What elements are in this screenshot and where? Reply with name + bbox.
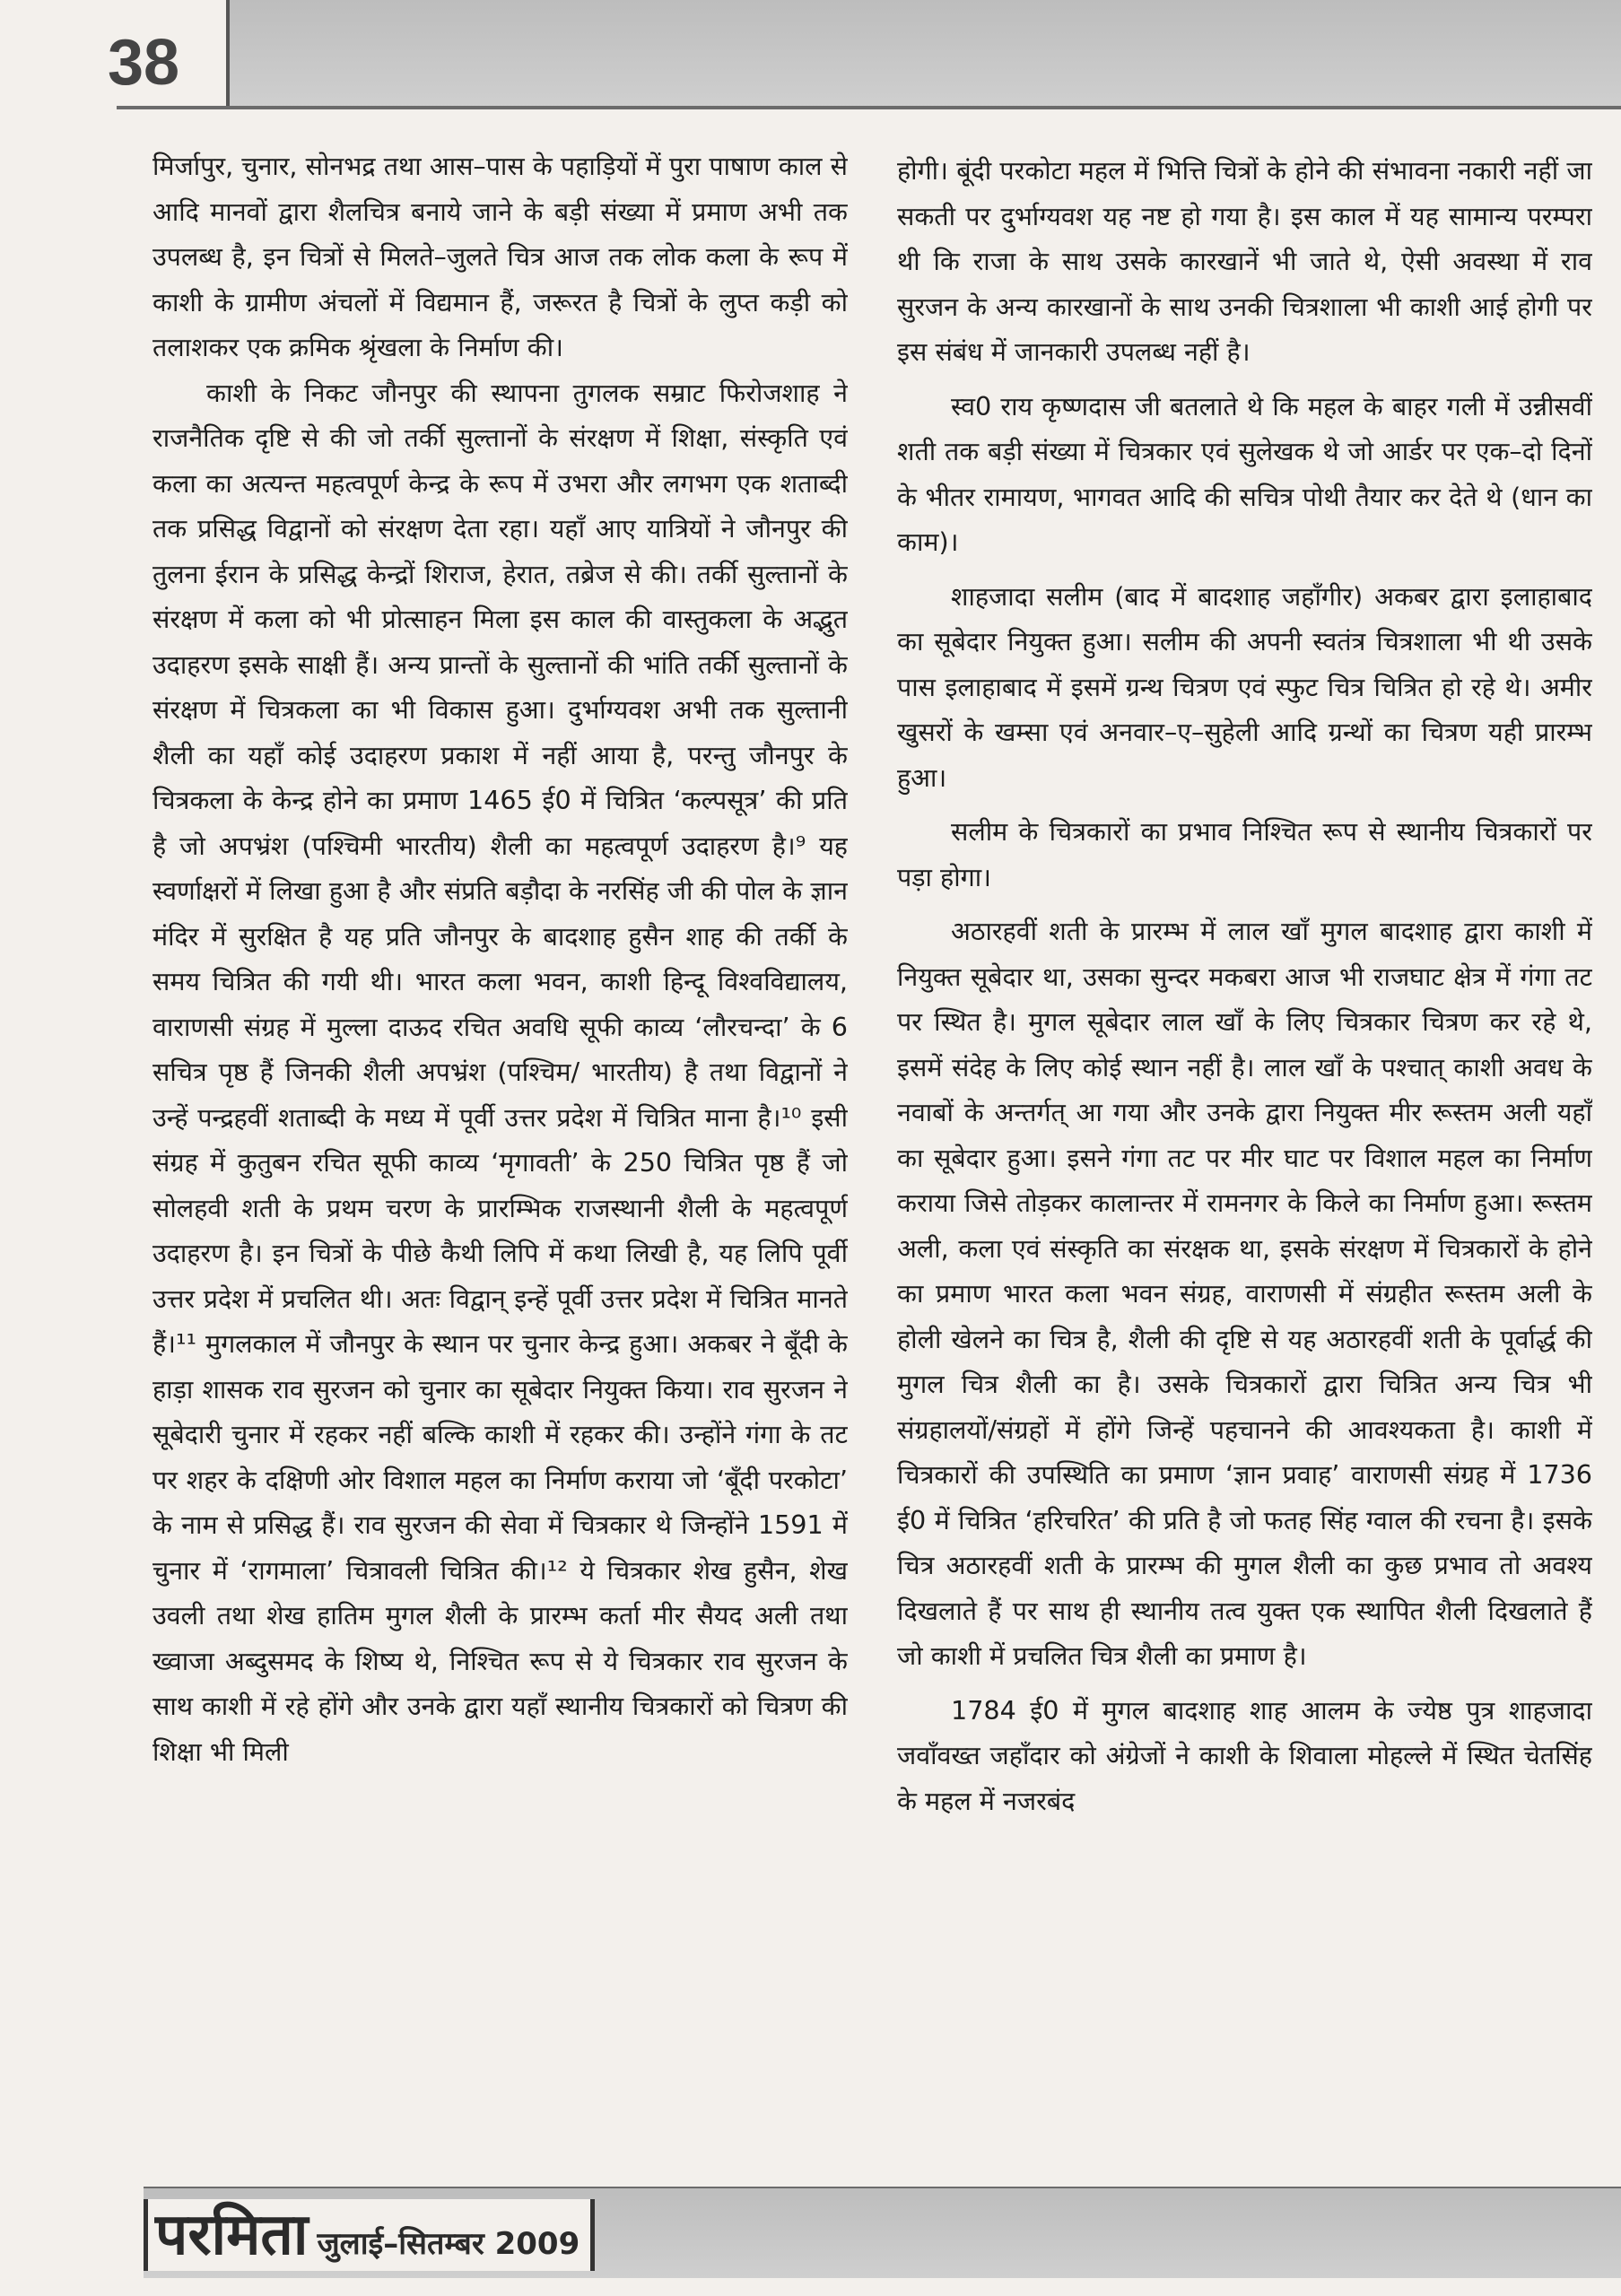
page-number: 38: [108, 27, 180, 99]
paragraph: 1784 ई0 में मुगल बादशाह शाह आलम के ज्येष्ठ पुत्र शाहजादा जवाँवख्त जहाँदार को अंग्रेजों ने काशी के शिवाला मोहल्ले में स्थित चेतसिंह के महल में नजरबंद: [897, 1694, 1592, 1816]
issue-date: जुलाई–सितम्बर 2009: [317, 2226, 580, 2262]
header-band: [229, 0, 1621, 108]
paragraph: अठारहवीं शती के प्रारम्भ में लाल खाँ मुगल बादशाह द्वारा काशी में नियुक्त सूबेदार था, उसका सुन्दर मकबरा आज भी राजघाट क्षेत्र में गंगा तट पर स्थित है। मुगल सूबेदार लाल खाँ के लिए चित्रकार चित्रण कर रहे थे, इसमें संदेह के लिए कोई स्थान नहीं है। लाल खाँ के पश्चात् काशी अवध के नवाबों के अन्तर्गत् आ गया और उनके द्वारा नियुक्त मीर रूस्तम अली यहाँ का सूबेदार हुआ। इसने गंगा तट पर मीर घाट पर विशाल महल का निर्माण कराया जिसे तोड़कर कालान्तर में रामनगर के किले का निर्माण हुआ। रूस्तम अली, कला एवं संस्कृति का संरक्षक था, इसके संरक्षण में चित्रकारों के होने का प्रमाण भारत कला भवन संग्रह, वाराणसी में संग्रहीत रूस्तम अली के होली खेलने का चित्र है, शैली की दृष्टि से यह अठारहवीं शती के पूर्वार्द्ध की मुगल चित्र शैली का है। उसके चित्रकारों द्वारा चित्रित अन्य चित्र भी संग्रहालयों/संग्रहों में होंगे जिन्हें पहचानने की आवश्यकता है। काशी में चित्रकारों की उपस्थिति का प्रमाण ‘ज्ञान प्रवाह’ वाराणसी संग्रह में 1736 ई0 में चित्रित ‘हरिचरित’ की प्रति है जो फतह सिंह ग्वाल की रचना है। इसके चित्र अठारहवीं शती के प्रारम्भ की मुगल शैली का कुछ प्रभाव तो अवश्य दिखलाते हैं पर साथ ही स्थानीय तत्व युक्त एक स्थापित शैली दिखलाते हैं जो काशी में प्रचलित चित्र शैली का प्रमाण है।: [897, 916, 1592, 1671]
paragraph: मिर्जापुर, चुनार, सोनभद्र तथा आस–पास के पहाड़ियों में पुरा पाषाण काल से आदि मानवों द्वारा शैलचित्र बनाये जाने के बड़ी संख्या में प्रमाण अभी तक उपलब्ध है, इन चित्रों से मिलते–जुलते चित्र आज तक लोक कला के रूप में काशी के ग्रामीण अंचलों में विद्यमान हैं, जरूरत है चित्रों के लुप्त कड़ी को तलाशकर एक क्रमिक श्रृंखला के निर्माण की।: [153, 151, 848, 362]
magazine-name: परमिता: [155, 2202, 309, 2268]
left-column: [153, 144, 848, 2161]
masthead: [144, 2199, 595, 2271]
paragraph: स्व0 राय कृष्णदास जी बतलाते थे कि महल के बाहर गली में उन्नीसवीं शती तक बड़ी संख्या में चित्रकार एवं सुलेखक थे जो आर्डर पर एक–दो दिनों के भीतर रामायण, भागवत आदि की सचित्र पोथी तैयार कर देते थे (धान का काम)।: [897, 390, 1592, 557]
paragraph: होगी। बूंदी परकोटा महल में भित्ति चित्रों के होने की संभावना नकारी नहीं जा सकती पर दुर्भाग्यवश यह नष्ट हो गया है। इस काल में यह सामान्य परम्परा थी कि राजा के साथ उसके कारखानें भी जाते थे, ऐसी अवस्था में राव सुरजन के अन्य कारखानों के साथ उनकी चित्रशाला भी काशी आई होगी पर इस संबंध में जानकारी उपलब्ध नहीं है।: [897, 155, 1592, 367]
header-rule: [117, 106, 1621, 109]
paragraph: सलीम के चित्रकारों का प्रभाव निश्चित रूप से स्थानीय चित्रकारों पर पड़ा होगा।: [897, 816, 1592, 892]
paragraph: काशी के निकट जौनपुर की स्थापना तुगलक सम्राट फिरोजशाह ने राजनैतिक दृष्टि से की जो तर्की सुल्तानों के संरक्षण में शिक्षा, संस्कृति एवं कला का अत्यन्त महत्वपूर्ण केन्द्र के रूप में उभरा और लगभग एक शताब्दी तक प्रसिद्ध विद्वानों को संरक्षण देता रहा। यहाँ आए यात्रियों ने जौनपुर की तुलना ईरान के प्रसिद्ध केन्द्रों शिराज, हेरात, तब्रेज से की। तर्की सुल्तानों के संरक्षण में कला को भी प्रोत्साहन मिला इस काल की वास्तुकला के अद्भुत उदाहरण इसके साक्षी हैं। अन्य प्रान्तों के सुल्तानों की भांति तर्की सुल्तानों के संरक्षण में चित्रकला का भी विकास हुआ। दुर्भाग्यवश अभी तक सुल्तानी शैली का यहाँ कोई उदाहरण प्रकाश में नहीं आया है, परन्तु जौनपुर के चित्रकला के केन्द्र होने का प्रमाण 1465 ई0 में चित्रित ‘कल्पसूत्र’ की प्रति है जो अपभ्रंश (पश्चिमी भारतीय) शैली का महत्वपूर्ण उदाहरण है।⁹ यह स्वर्णाक्षरों में लिखा हुआ है और संप्रति बड़ौदा के नरसिंह जी की पोल के ज्ञान मंदिर में सुरक्षित है यह प्रति जौनपुर के बादशाह हुसैन शाह की तर्की के समय चित्रित की गयी थी। भारत कला भवन, काशी हिन्दू विश्वविद्यालय, वाराणसी संग्रह में मुल्ला दाऊद रचित अवधि सूफी काव्य ‘लौरचन्दा’ के 6 सचित्र पृष्ठ हैं जिनकी शैली अपभ्रंश (पश्चिम/ भारतीय) है तथा विद्वानों ने उन्हें पन्द्रहवीं शताब्दी के मध्य में पूर्वी उत्तर प्रदेश में चित्रित माना है।¹⁰ इसी संग्रह में कुतुबन रचित सूफी काव्य ‘मृगावती’ के 250 चित्रित पृष्ठ हैं जो सोलहवी शती के प्रथम चरण के प्रारम्भिक राजस्थानी शैली के महत्वपूर्ण उदाहरण है। इन चित्रों के पीछे कैथी लिपि में कथा लिखी है, यह लिपि पूर्वी उत्तर प्रदेश में प्रचलित थी। अतः विद्वान् इन्हें पूर्वी उत्तर प्रदेश में चित्रित मानते हैं।¹¹ मुगलकाल में जौनपुर के स्थान पर चुनार केन्द्र हुआ। अकबर ने बूँदी के हाड़ा शासक राव सुरजन को चुनार का सूबेदार नियुक्त किया। राव सुरजन ने सूबेदारी चुनार में रहकर नहीं बल्कि काशी में रहकर की। उन्होंने गंगा के तट पर शहर के दक्षिणी ओर विशाल महल का निर्माण कराया जो ‘बूँदी परकोटा’ के नाम से प्रसिद्ध हैं। राव सुरजन की सेवा में चित्रकार थे जिन्होंने 1591 में चुनार में ‘रागमाला’ चित्रावली चित्रित की।¹² ये चित्रकार शेख हुसैन, शेख उवली तथा शेख हातिम मुगल शैली के प्रारम्भ कर्ता मीर सैयद अली तथा ख्वाजा अब्दुसमद के शिष्य थे, निश्चित रूप से ये चित्रकार राव सुरजन के साथ काशी में रहे होंगे और उनके द्वारा यहाँ स्थानीय चित्रकारों को चित्रण की शिक्षा भी मिली: [153, 377, 848, 1767]
paragraph: शाहजादा सलीम (बाद में बादशाह जहाँगीर) अकबर द्वारा इलाहाबाद का सूबेदार नियुक्त हुआ। सलीम की अपनी स्वतंत्र चित्रशाला भी थी उसके पास इलाहाबाद में इसमें ग्रन्थ चित्रण एवं स्फुट चित्र चित्रित हो रहे थे। अमीर खुसरों के खम्सा एवं अनवार–ए–सुहेली आदि ग्रन्थों का चित्रण यही प्रारम्भ हुआ।: [897, 580, 1592, 793]
right-column: [897, 148, 1592, 2166]
